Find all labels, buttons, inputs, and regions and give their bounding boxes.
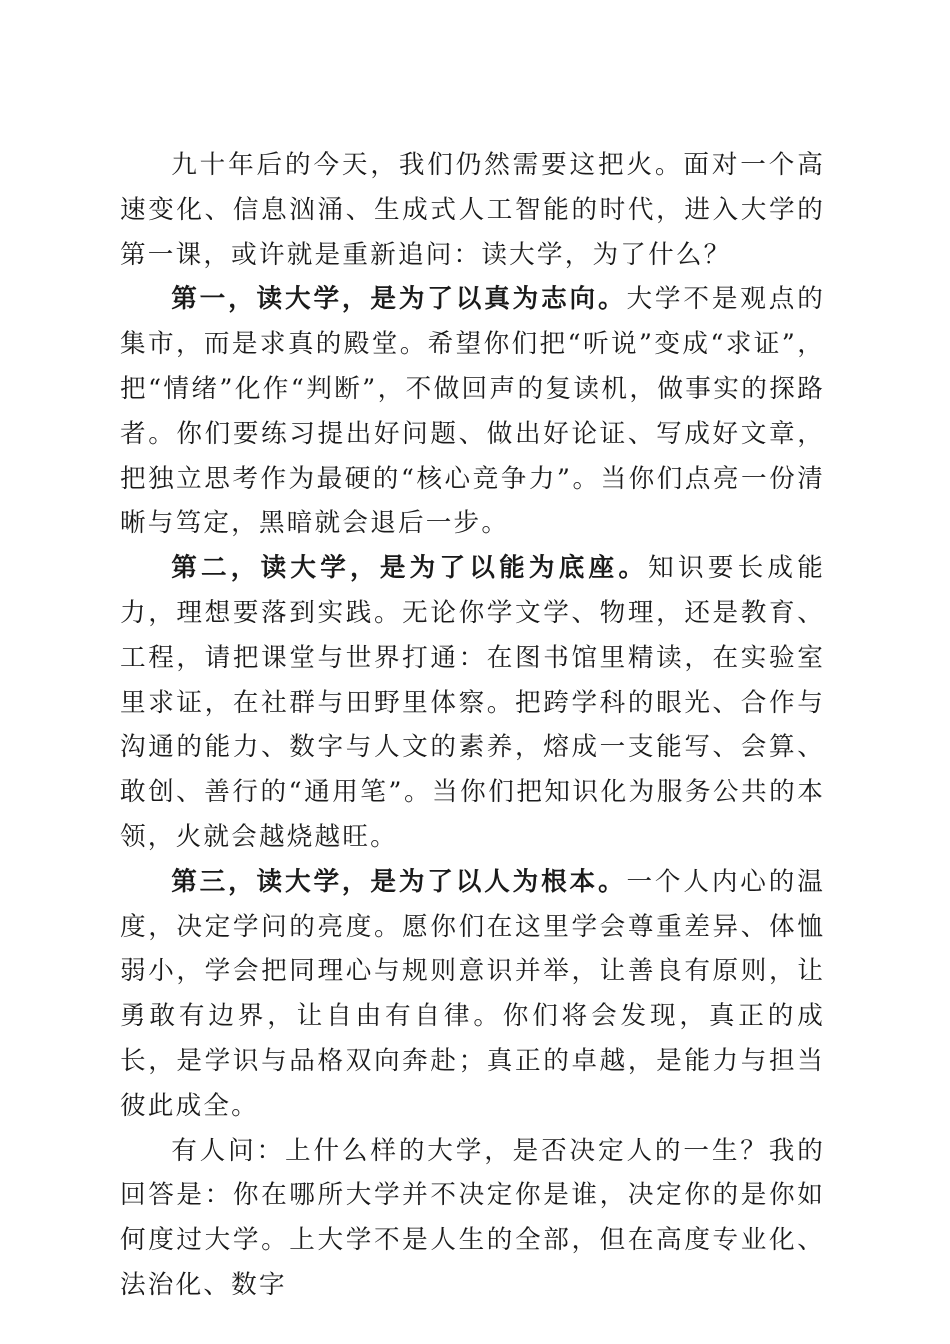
- paragraph-first-lead: 第一，读大学，是为了以真为志向。: [171, 284, 627, 315]
- paragraph-intro-body: 九十年后的今天，我们仍然需要这把火。面对一个高速变化、信息汹涌、生成式人工智能的时代，进入大学的第一课，或许就是重新追问：读大学，为了什么？: [120, 150, 825, 270]
- paragraph-first-body: 大学不是观点的集市，而是求真的殿堂。希望你们把“听说”变成“求证”，把“情绪”化作“判断”，不做回声的复读机，做事实的探路者。你们要练习提出好问题、做出好论证、写成好文章，把独立思考作为最硬的“核心竞争力”。当你们点亮一份清晰与笃定，黑暗就会退后一步。: [120, 284, 825, 539]
- paragraph-second: [120, 546, 825, 860]
- paragraph-second-body: 知识要长成能力，理想要落到实践。无论你学文学、物理，还是教育、工程，请把课堂与世界打通：在图书馆里精读，在实验室里求证，在社群与田野里体察。把跨学科的眼光、合作与沟通的能力、数字与人文的素养，熔成一支能写、会算、敢创、善行的“通用笔”。当你们把知识化为服务公共的本领，火就会越烧越旺。: [120, 553, 826, 852]
- paragraph-first: [120, 277, 825, 546]
- paragraph-third-body: 一个人内心的温度，决定学问的亮度。愿你们在这里学会尊重差异、体恤弱小，学会把同理心与规则意识并举，让善良有原则，让勇敢有边界，让自由有自律。你们将会发现，真正的成长，是学识与品格双向奔赴；真正的卓越，是能力与担当彼此成全。: [120, 866, 825, 1121]
- paragraph-second-lead: 第二，读大学，是为了以能为底座。: [171, 553, 649, 584]
- document-page: [120, 143, 825, 1308]
- paragraph-third: [120, 860, 825, 1129]
- paragraph-closing-body: 有人问：上什么样的大学，是否决定人的一生？我的回答是：你在哪所大学并不决定你是谁，决定你的是你如何度过大学。上大学不是人生的全部，但在高度专业化、法治化、数字: [120, 1135, 825, 1300]
- paragraph-intro: [120, 143, 825, 277]
- paragraph-third-lead: 第三，读大学，是为了以人为根本。: [171, 866, 627, 897]
- paragraph-closing: [120, 1129, 825, 1308]
